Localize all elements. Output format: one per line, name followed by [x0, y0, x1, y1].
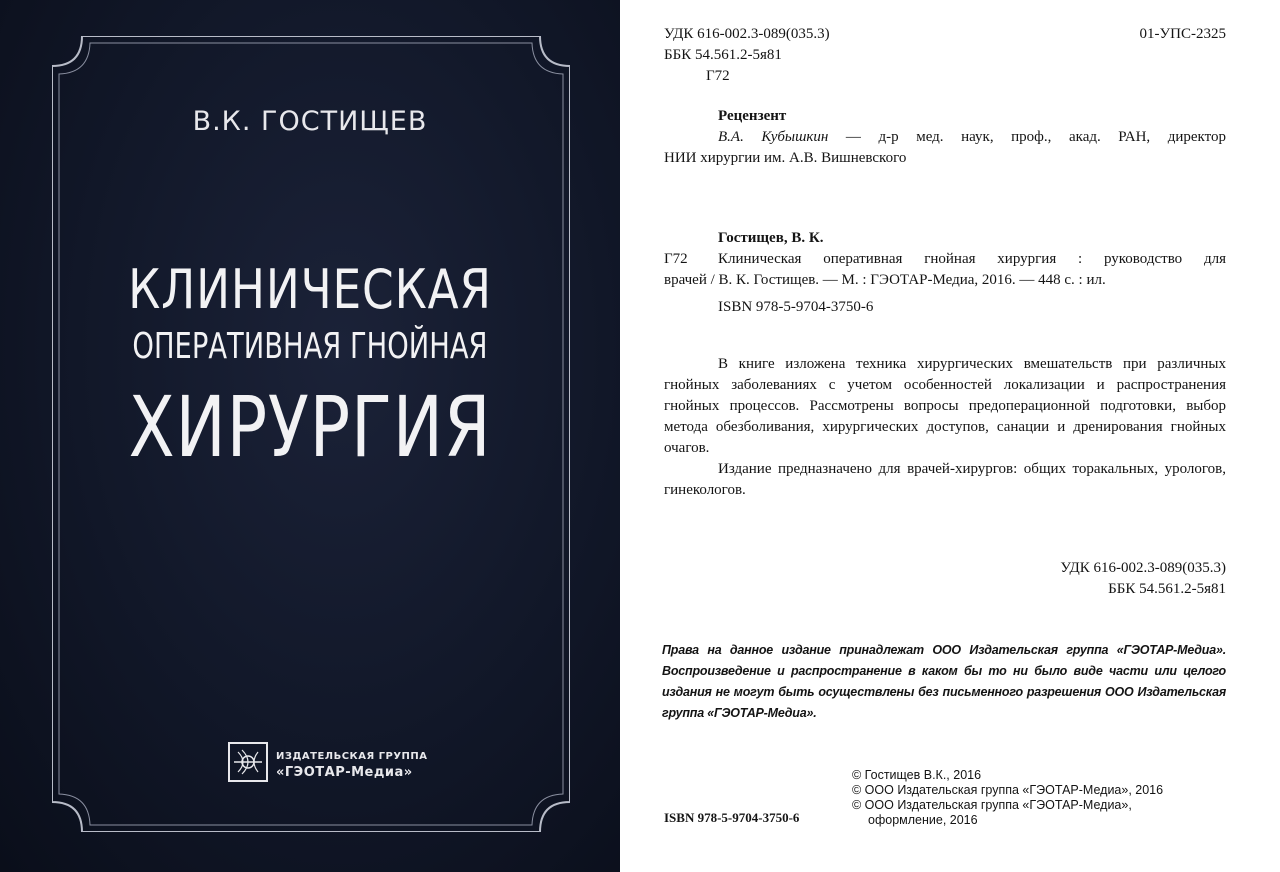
entry-line1: Клиническая оперативная гнойная хирургия : руководство для [718, 251, 1226, 267]
bbk-bottom: ББК 54.561.2-5я81 [1108, 581, 1226, 597]
reviewer-heading: Рецензент [718, 108, 787, 124]
udk-bottom: УДК 616-002.3-089(035.3) [1060, 560, 1226, 576]
entry-isbn: ISBN 978-5-9704-3750-6 [718, 299, 874, 315]
cover-title-line3: ХИРУРГИЯ [128, 378, 492, 476]
entry-line2: врачей / В. К. Гостищев. — М. : ГЭОТАР-Медиа, 2016. — 448 с. : ил. [664, 272, 1106, 288]
author-mark-top: Г72 [706, 68, 730, 84]
abstract [664, 354, 1226, 501]
entry-mark: Г72 [664, 251, 688, 267]
publisher-name-line2: «ГЭОТАР-Медиа» [276, 765, 413, 780]
copyright-line-4: оформление, 2016 [868, 813, 978, 827]
reviewer-line2: НИИ хирургии им. А.В. Вишневского [664, 150, 907, 166]
book-cover [0, 0, 620, 872]
publisher-block [228, 742, 448, 790]
rights-notice: Права на данное издание принадлежат ООО Издательская группа «ГЭОТАР-Медиа». Воспроизведение и распространение в каком бы то ни было виде части или целого издания не могут быть осуществлены без письменного разрешения ООО Издательская группа «ГЭОТАР-Медиа». [662, 643, 1226, 720]
reviewer-name: В.А. Кубышкин [718, 129, 829, 145]
entry-author: Гостищев, В. К. [718, 230, 824, 246]
publisher-code: 01-УПС-2325 [1139, 26, 1226, 42]
copyright-line-3: © ООО Издательская группа «ГЭОТАР-Медиа», [852, 798, 1132, 812]
publisher-logo-icon [228, 742, 268, 782]
copyright-line-1: © Гостищев В.К., 2016 [852, 768, 982, 782]
copyright-line-2: © ООО Издательская группа «ГЭОТАР-Медиа», 2016 [852, 783, 1164, 797]
abstract-paragraph-1: В книге изложена техника хирургических вмешательств при различных гнойных заболеваниях с учетом особенностей локализации и распространения гнойных процессов. Рассмотрены вопросы предоперационной подготовки, выбор метода обезболивания, хирургических доступов, санации и дренирования гнойных очагов. [664, 356, 1226, 456]
bbk-top: ББК 54.561.2-5я81 [664, 47, 782, 63]
udk-top: УДК 616-002.3-089(035.3) [664, 26, 830, 42]
reviewer-credentials: — д-р мед. наук, проф., акад. РАН, директор [828, 129, 1226, 145]
cover-title-line2: ОПЕРАТИВНАЯ ГНОЙНАЯ [132, 326, 488, 367]
abstract-paragraph-2: Издание предназначено для врачей-хирургов: общих торакальных, урологов, гинекологов. [664, 461, 1226, 498]
imprint-page [620, 0, 1280, 872]
cover-author: В.К. ГОСТИЩЕВ [192, 106, 428, 137]
cover-title-line1: КЛИНИЧЕСКАЯ [128, 258, 492, 321]
reviewer-line1 [718, 127, 1226, 147]
publisher-name-line1: ИЗДАТЕЛЬСКАЯ ГРУППА [276, 751, 428, 762]
isbn-bottom: ISBN 978-5-9704-3750-6 [664, 810, 800, 825]
